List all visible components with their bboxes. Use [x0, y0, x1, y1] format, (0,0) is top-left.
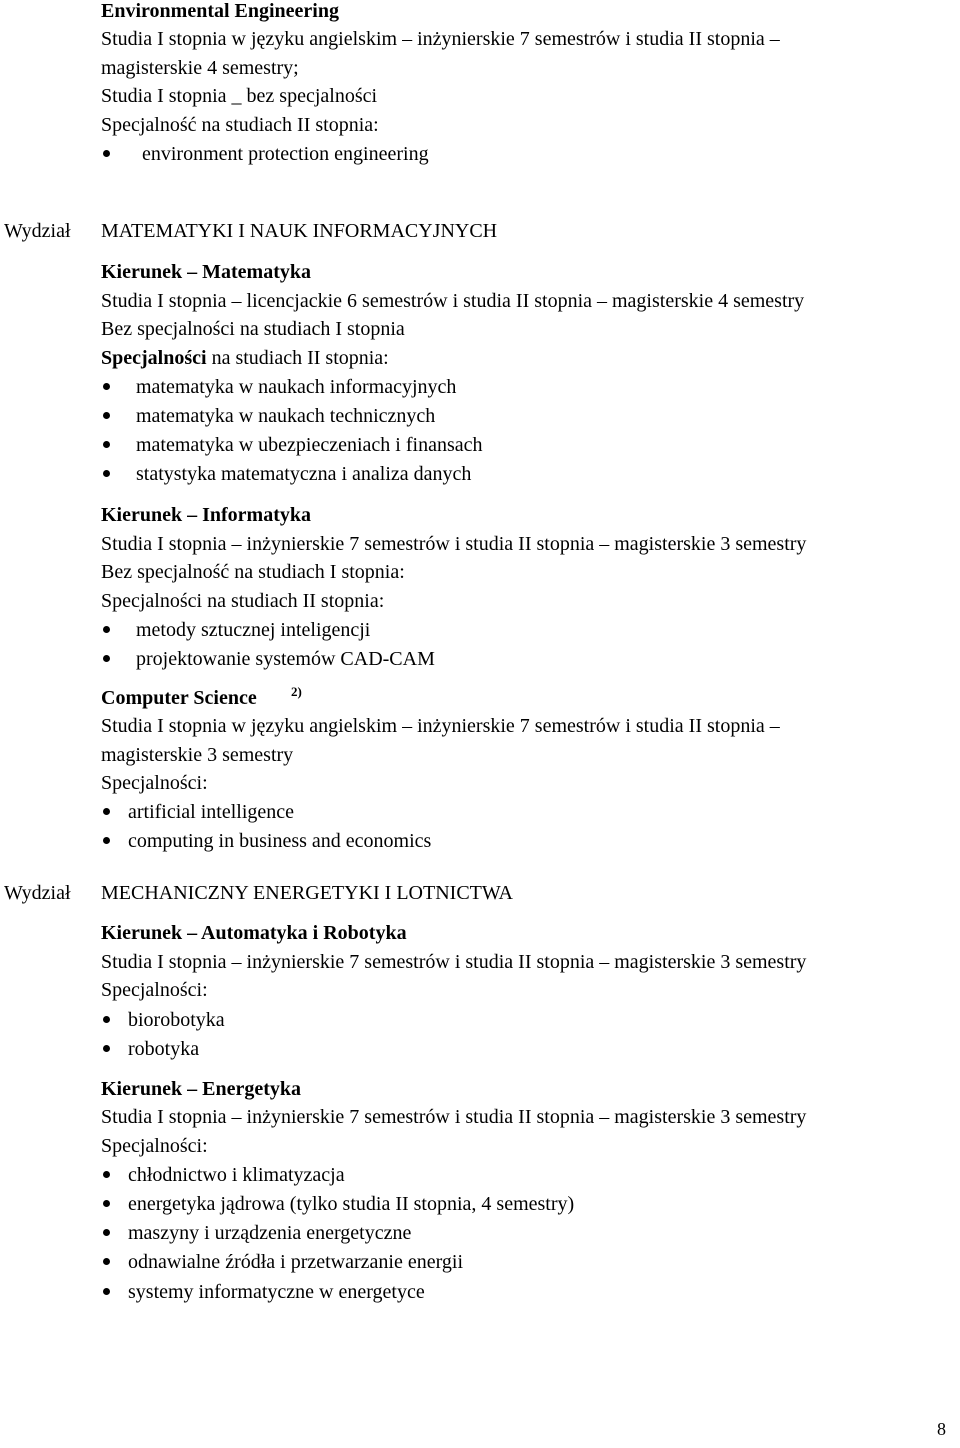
specialization-header: Specjalności: — [101, 1135, 208, 1157]
page-number: 8 — [937, 1419, 946, 1439]
list-item: matematyka w naukach informacyjnych — [136, 376, 457, 398]
study-description: Studia I stopnia – inżynierskie 7 semestrów i studia II stopnia – magisterskie 3 semestry — [101, 1106, 807, 1128]
bullet-icon — [103, 1200, 110, 1207]
list-item: metody sztucznej inteligencji — [136, 619, 371, 641]
list-item: biorobotyka — [128, 1009, 225, 1031]
bullet-icon — [103, 150, 110, 157]
bullet-icon — [103, 808, 110, 815]
study-description: Studia I stopnia w języku angielskim – inżynierskie 7 semestrów i studia II stopnia – — [101, 715, 780, 737]
specialization-rest: na studiach II stopnia: — [211, 347, 389, 369]
list-item: environment protection engineering — [142, 143, 429, 165]
bullet-icon — [103, 441, 110, 448]
study-description: Studia I stopnia – inżynierskie 7 semestrów i studia II stopnia – magisterskie 3 semestry — [101, 533, 807, 555]
program-title: Kierunek – Informatyka — [101, 504, 311, 526]
bullet-icon — [103, 1288, 110, 1295]
list-item: energetyka jądrowa (tylko studia II stopnia, 4 semestry) — [128, 1193, 575, 1215]
program-title: Computer Science — [101, 687, 257, 709]
specialization-header: Specjalność na studiach II stopnia: — [101, 114, 379, 136]
list-item: systemy informatyczne w energetyce — [128, 1281, 425, 1303]
list-item: chłodnictwo i klimatyzacja — [128, 1164, 345, 1186]
list-item: statystyka matematyczna i analiza danych — [136, 463, 472, 485]
study-description: Studia I stopnia – inżynierskie 7 semestrów i studia II stopnia – magisterskie 3 semestry — [101, 951, 807, 973]
bullet-icon — [103, 837, 110, 844]
list-item: artificial intelligence — [128, 801, 295, 823]
bullet-icon — [103, 655, 110, 662]
list-item: matematyka w ubezpieczeniach i finansach — [136, 434, 483, 456]
study-description: Studia I stopnia _ bez specjalności — [101, 85, 378, 107]
faculty-label: Wydział — [4, 882, 71, 904]
bullet-icon — [103, 1229, 110, 1236]
specialization-header — [101, 348, 389, 368]
study-description: Studia I stopnia w języku angielskim – inżynierskie 7 semestrów i studia II stopnia – — [101, 28, 780, 50]
list-item: projektowanie systemów CAD-CAM — [136, 648, 435, 670]
faculty-name: MATEMATYKI I NAUK INFORMACYJNYCH — [101, 220, 498, 242]
bullet-icon — [103, 383, 110, 390]
bullet-icon — [103, 626, 110, 633]
specialization-header: Specjalności: — [101, 979, 208, 1001]
faculty-label: Wydział — [4, 220, 71, 242]
study-description: magisterskie 4 semestry; — [101, 57, 299, 79]
bullet-icon — [103, 1258, 110, 1265]
bullet-icon — [103, 412, 110, 419]
program-title: Environmental Engineering — [101, 0, 339, 22]
program-title: Kierunek – Energetyka — [101, 1078, 301, 1100]
study-description: Studia I stopnia – licencjackie 6 semestrów i studia II stopnia – magisterskie 4 semestry — [101, 290, 805, 312]
study-description: Bez specjalność na studiach I stopnia: — [101, 561, 405, 583]
specialization-header: Specjalności: — [101, 772, 208, 794]
program-title: Kierunek – Automatyka i Robotyka — [101, 922, 407, 944]
footnote-marker: 2) — [291, 684, 302, 699]
study-description: Bez specjalności na studiach I stopnia — [101, 318, 405, 340]
bullet-icon — [103, 1045, 110, 1052]
specialization-bold: Specjalności — [101, 347, 207, 369]
study-description: magisterskie 3 semestry — [101, 744, 294, 766]
bullet-icon — [103, 1016, 110, 1023]
list-item: maszyny i urządzenia energetyczne — [128, 1222, 412, 1244]
list-item: computing in business and economics — [128, 830, 432, 852]
specialization-header: Specjalności na studiach II stopnia: — [101, 590, 385, 612]
list-item: odnawialne źródła i przetwarzanie energii — [128, 1251, 464, 1273]
faculty-name: MECHANICZNY ENERGETYKI I LOTNICTWA — [101, 882, 513, 904]
list-item: matematyka w naukach technicznych — [136, 405, 436, 427]
list-item: robotyka — [128, 1038, 200, 1060]
bullet-icon — [103, 470, 110, 477]
program-title: Kierunek – Matematyka — [101, 261, 311, 283]
bullet-icon — [103, 1171, 110, 1178]
